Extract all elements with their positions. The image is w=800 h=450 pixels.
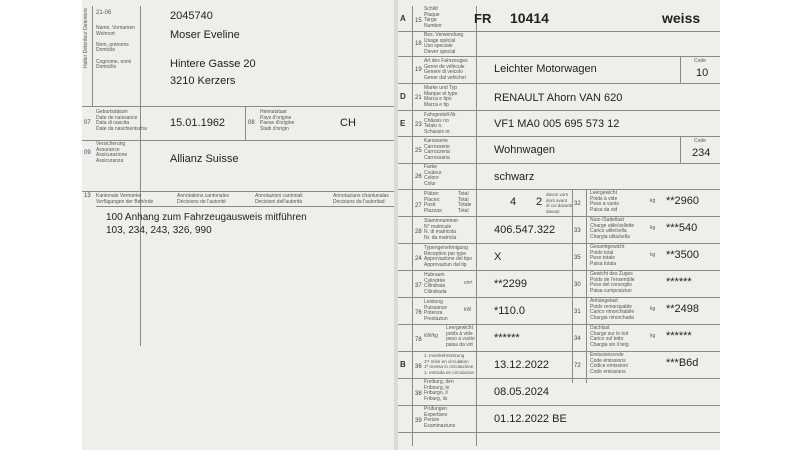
row-76-number: 76 [415,310,422,316]
vehicle-type-label: Art des Fahrzeuges Genre de véhicule Genere di veicolo Gener dal vehichel [424,58,468,81]
field-08-number: 08 [248,120,255,126]
row-23-number: 23 [415,122,422,128]
power: *110.0 [494,305,525,317]
divider [398,270,572,271]
row-38-number: 38 [415,391,422,397]
matriculation-label: Stammnummer N° matricule N. di matricola Nr. da matricla [424,218,459,241]
weight-row-value: **2498 [666,303,700,315]
holder-number: 2045740 [170,10,213,22]
divider [398,110,720,111]
weight-row-number: 32 [574,201,581,207]
chassis-number: VF1 MA0 005 695 573 12 [494,118,620,130]
weight-row-value: **2960 [666,195,700,207]
divider [398,216,572,217]
first-registration-label: 1. Inverkehrsetzung 1ʳᵉ mise en circulation 1ª messa in circolazione 1. entrada en circulaziun [424,353,475,375]
code-box [680,56,681,83]
left-page [82,0,394,450]
weight-row-unit: kg [650,333,656,339]
seats-total-label: Total Total Totale Total [458,191,472,214]
make-label: Marke und Typ Marque et type Marca e tipo Marca e tip [424,85,458,108]
remark-line-1: 100 Anhang zum Fahrzeugausweis mitführen [106,212,307,223]
weight-row-number: 72 [574,363,581,369]
weight-row-unit: kg [650,252,656,258]
body-code: 234 [692,147,711,159]
top-code: 21-06 [96,10,112,16]
holder-side-label: Halter Détenteur Detentore [83,7,89,68]
row-36-number: 36 [415,364,422,370]
weight-row-number: 31 [574,309,581,315]
weight-row-label: Gesamtgewicht Poids total Peso totale Paisa totala [590,244,625,267]
divider [245,106,246,140]
code-box [680,136,681,163]
field-13-number: 13 [84,193,91,199]
row-19-number: 19 [415,67,422,73]
middle-divider [572,189,573,383]
row-28-number: 28 [415,229,422,235]
kwkg-label: kW/kg [424,333,438,339]
seats-total: 4 [510,196,517,208]
divider [398,136,720,137]
weight-row-label: Leergewicht Poids à vide Peso a vuoto Paisa da vid [590,190,620,213]
weight-row-label: Nutz-/Sattellast Charge utile/sellette Carico utile/sella Chargia utila/sella [590,217,635,240]
remarks-label-fr: Annotations cantonales Décisions de l'autorité [177,193,229,205]
row-39-number: 39 [415,418,422,424]
row-24-number: 24 [415,256,422,262]
divider [398,297,572,298]
type-approval-label: Typengenehmigung Réception par type Approvazione del tipo Approvaziun dal tip [424,245,473,268]
holder-name: Moser Eveline [170,29,240,41]
weight-row-label: Gewicht des Zuges Poids de l'ensemble Peso del convoglio Paisa cumposiziun [590,271,635,294]
remarks-label-rm: Annotaziuns chantunalas Decisiuns da l'autoritad [333,193,389,205]
ccm-unit: cm³ [464,280,473,286]
divider [398,351,572,352]
divider [82,106,394,107]
left-divider [140,6,141,346]
row-15-marker: A [400,14,406,23]
remarks-label-it: Annotazioni cantonali Decisioni dell'autorità [255,193,303,205]
weight-row-number: 33 [574,228,581,234]
row-78-number: 78 [415,337,422,343]
power-weight-label: Leergewicht poids à vide peso a vuoto paisa da vid [446,325,475,348]
power-weight: ****** [494,332,520,344]
insurance-label: Versicherung Assurance Assicurazione Assicuranza [96,141,128,164]
row-21-number: 21 [415,95,422,101]
divider [398,189,720,190]
side-divider [92,6,93,106]
origin-label: Heimatstaat Pays d'origine Paese d'origine Stadi d'origin [260,109,295,132]
num-column-divider [412,6,413,446]
right-page [398,0,720,450]
row-23-marker: E [400,119,406,128]
weight-row-unit: kg [650,198,656,204]
plate-number: 10414 [510,10,549,26]
seats-front-label: davon vorn dont avant di cui davanti davant [546,192,573,214]
divider [398,83,720,84]
weight-row-label: Emissionscode Code émissions Codice emissioni Code emissiuns [590,352,628,375]
divider [398,56,720,57]
issue-date: 08.05.2024 [494,386,550,398]
middle-num-divider [586,189,587,383]
row-37-number: 37 [415,283,422,289]
remarks-label-de: Kantonale Vermerke Verfügungen der Behörde [96,193,154,205]
row-27-number: 27 [415,203,422,209]
displacement: **2299 [494,278,528,290]
divider [82,140,394,141]
weight-row-value: ****** [666,276,692,288]
seats-label: Plätze: Places: Posti: Plazzas: [424,191,443,214]
weight-row-value: ***540 [666,222,698,234]
seats-front: 2 [536,196,543,208]
divider [398,243,572,244]
remark-line-2: 103, 234, 243, 326, 990 [106,225,212,236]
birth-date: 15.01.1962 [170,117,226,129]
vehicle-type: Leichter Motorwagen [494,63,597,75]
row-18-number: 18 [415,41,422,47]
usage-label: Bes. Verwendung Usage spécial Uso speciale Diever special [424,32,464,55]
plate-label: Schild Plaque Targa Number [424,6,442,29]
weight-row-value: ****** [666,330,692,342]
issue-place-label: Freiburg, den Fribourg, le Friburgo, il Friburg, ils [424,379,454,402]
birth-label: Geburtsdatum Date de naissance Data di nascita Date da naschientscha [96,109,147,132]
divider [398,432,720,433]
weight-row-label: Anhängelast Poids remorquable Carico rimorchiabile Chargia rimorchada [590,298,635,321]
plate-canton: FR [474,11,492,26]
holder-address-street: Hintere Gasse 20 [170,58,256,70]
weight-row-number: 34 [574,336,581,342]
holder-address-city: 3210 Kerzers [170,75,236,87]
weight-row-label: Dachlast Charge sur le toit Carico sul tetto Chargia sin il tetg [590,325,629,348]
weight-row-unit: kg [650,225,656,231]
first-registration: 13.12.2022 [494,359,550,371]
power-label: Leistung Puissance Potenza Prestaziun [424,299,448,322]
make-model: RENAULT Ahorn VAN 620 [494,92,623,104]
displacement-label: Hubraum Cylindrée Cilindrata Cilindrada [424,272,447,295]
field-07-number: 07 [84,120,91,126]
kw-unit: kW [464,307,472,313]
row-36-marker: B [400,360,406,369]
code-label: Code [694,138,706,144]
row-21-marker: D [400,92,406,101]
body-type: Wohnwagen [494,144,555,156]
divider [96,206,394,207]
weight-row-number: 35 [574,255,581,261]
row-25-number: 25 [415,148,422,154]
code-label: Code [694,58,706,64]
inspection-label: Prüfungen Expertises Perizie Examinaziuns [424,406,456,429]
divider [398,163,720,164]
label-column-divider [476,6,477,446]
weight-row-value: **3500 [666,249,700,261]
weight-row-unit: kg [650,306,656,312]
color-label: Farbe Couleur Colore Colur [424,164,442,187]
divider [82,191,394,192]
vehicle-code: 10 [696,67,709,79]
row-15-number: 15 [415,18,422,24]
plate-color: weiss [662,10,701,26]
body-label: Karosserie Carrosserie Carrozzeria Carrossaria [424,138,450,161]
divider [398,324,572,325]
inspection: 01.12.2022 BE [494,413,567,425]
origin-country: CH [340,117,356,129]
name-label: Name, Vornamen Wohnort Nom, prénoms Domicile Cognome, nomi Domicilio [96,25,135,71]
vehicle-color: schwarz [494,171,535,183]
insurance-company: Allianz Suisse [170,153,239,165]
chassis-label: Fahrgestell-Nr. Châssis no Telaio n. Schassis nr. [424,112,457,135]
matriculation-number: 406.547.322 [494,224,556,236]
row-26-number: 26 [415,174,422,180]
type-approval: X [494,251,502,263]
weight-row-number: 30 [574,282,581,288]
weight-row-value: ***B6d [666,357,699,369]
field-09-number: 09 [84,150,91,156]
